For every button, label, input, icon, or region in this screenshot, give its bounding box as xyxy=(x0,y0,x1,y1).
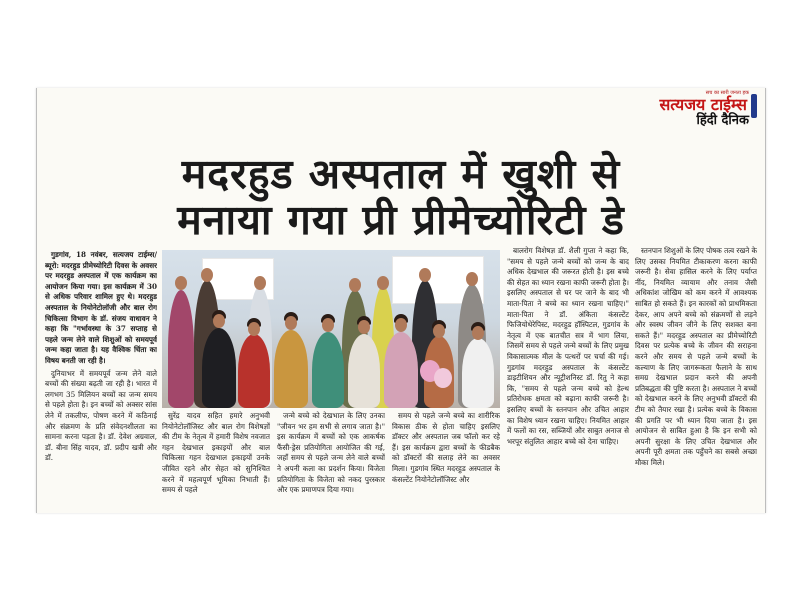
group-photo xyxy=(162,250,500,408)
person-head xyxy=(472,326,484,340)
person-head xyxy=(433,324,445,338)
person-head xyxy=(322,318,334,332)
person-head xyxy=(285,316,297,330)
article-paragraph: बालरोग विशेषज्ञ डॉ. शैली गुप्ता ने कहा कि, "समय से पहले जन्मे बच्चों को जन्म के बाद अधिक देखभाल की जरूरत होती है। इस बच्चे की सेहत का ध्यान रखना काफी जरूरी होता है। इसलिए अस्पताल से घर पर जाने के बाद भी माता-पिता ने बच्चे का ध्यान रखना चाहिए।" माता-पिता ने डॉ. अंकिता कंसल्टेंट फिजियोथेरेपिस्ट, मदरहुड हॉस्पिटल, गुडगांव के नेतृत्व में एक बातचीत सत्र में भाग लिया, जिसमें समय से पहले जन्मे बच्चों के लिए प्रमुख विकासात्मक मील के पत्थरों पर चर्चा की गई। गुडगांव मदरहुड अस्पताल के कंसल्टेंट डाइटीशियन और न्यूट्रीशनिस्ट डॉ. रितु ने कहा कि, "समय से पहले जन्म बच्चे को हेल्थ प्रतिरोधक क्षमता को बढ़ाना काफी जरूरी है। इसलिए बच्चों के स्तनपान और उचित आहार का विशेष ध्यान रखना चाहिए। नियमित आहार में फलों का रस, सब्जियों और साबुत अनाज से भरपूर संतुलित आहार बच्चे को देना चाहिए। xyxy=(507,246,629,446)
article-column-3 xyxy=(277,411,385,511)
person-head xyxy=(395,318,407,332)
article-paragraph: गुडगांव, 18 नवंबर, सत्यजय टाईम्स/ब्यूरो: मदरहुड प्रीमेच्योरिटी दिवस के अवसर पर मदरहुड अस्पताल में एक कार्यक्रम का आयोजन किया गया। इस कार्यक्रम में 30 से अधिक परिवार शामिल हुए थे। मदरहुड अस्पताल के नियोनेटोलॉजी और बाल रोग चिकित्सा विभाग के डॉ. संजय वाधावन ने कहा कि "गर्भावस्था के 37 सप्ताह से पहले जन्म लेने वाले शिशुओं को समयपूर्व जन्म कहा जाता है। यह वैश्विक चिंता का विषय बनती जा रही है। xyxy=(45,250,157,365)
person-head xyxy=(213,314,225,328)
masthead-edition: हिंदी दैनिक xyxy=(696,113,749,128)
person-head xyxy=(175,276,187,290)
newspaper-clipping xyxy=(36,88,766,513)
article-paragraph: दुनियाभर में समयपूर्व जन्म लेने वाले बच्चों की संख्या बढ़ती जा रही है। भारत में लगभग 35 मिलियन बच्चों का जन्म समय से पहले होता है। इन बच्चों को अक्सर सांस लेने में तकलीफ, पोषण करने में कठिनाई और संक्रमण के प्रति संवेदनशीलता का सामना करना पड़ता है। डॉ. देवेश अग्रवाल, डॉ. बीना सिंह यादव, डॉ. प्रदीप खत्री और डॉ. xyxy=(45,368,157,463)
person-head xyxy=(466,272,478,286)
article-paragraph: जन्मे बच्चे को देखभाल के लिए उनका "जीवन भर हम सभी से लगाव जाता है।" इस कार्यक्रम में बच्चों को एक आकर्षक फैंसी-ड्रेस प्रतियोगिता आयोजित की गई, जहाँ समय से पहले जन्म लेने वाले बच्चों ने अपनी कला का प्रदर्शन किया। विजेता प्रतियोगिता के विजेता को नकद पुरस्कार और एक प्रमाणपत्र दिया गया। xyxy=(277,411,385,495)
article-column-2 xyxy=(162,411,270,511)
torch-icon xyxy=(751,94,757,118)
person-head xyxy=(248,322,260,336)
article-paragraph: समय से पहले जन्मे बच्चे का शारीरिक विकास ठीक से होता चाहिए इसलिए डॉक्टर और अस्पताल जब फॉलो कर रहे हैं। इस कार्यक्रम द्वारा बच्चों के फीडबैक को डॉक्टरों की सलाह लेने का अवसर मिला। गुडगांव स्थित मदरहुड अस्पताल के कंसल्टेंट नियोनेटोलॉजिस्ट और xyxy=(392,411,500,484)
headline-line-1: मदरहुड अस्पताल में खुशी से xyxy=(181,150,621,198)
person xyxy=(312,332,344,408)
person-head xyxy=(358,320,370,334)
person xyxy=(202,328,236,408)
masthead-brand: सत्यजय टाईम्स xyxy=(659,95,747,114)
article-column-1 xyxy=(45,250,157,512)
person xyxy=(274,330,308,408)
person xyxy=(238,334,270,408)
headline-line-2: मनाया गया प्री प्रीमेच्योरिटी डे xyxy=(177,196,625,244)
person xyxy=(348,334,380,408)
person-head xyxy=(201,268,213,282)
person-head xyxy=(349,278,361,292)
person xyxy=(168,290,194,408)
person-head xyxy=(254,276,266,290)
article-paragraph: स्तनपान शिशुओं के लिए पोषक तत्व रखने के लिए उसका नियमित टीकाकरण करना काफी जरूरी है। सेवा हासिल करने के लिए पर्याप्त नींद, नियमित व्यायाम और तनाव जैसी अधिकांश जोखिम को कम करने में आवश्यक साबित हो सकते हैं। इन कारकों को प्राथमिकता देकर, आप अपने बच्चे को संक्रमणों से लड़ने और स्वस्थ जीवन जीने के लिए सशक्त बना सकते हैं।" मदरहुड अस्पताल का प्रीमेच्योरिटी दिवस पर प्रत्येक बच्चे के जीवन की सराहना करने और समय से पहले जन्मे बच्चों के कल्याण के लिए जागरूकता फैलाने के साथ समग्र देखभाल प्रदान करने की अपनी प्रतिबद्धता की पुष्टि करता है। अस्पताल ने बच्चों को देखभाल करने के लिए अनुभवी डॉक्टरों की टीम को तैयार रखा है। प्रत्येक बच्चे के विकास की प्रगति पर भी ध्यान दिया जाता है। इस आयोजन से साबित हुआ है कि इन सभी को अपनी सुरक्षा के लिए उचित देखभाल और अपनी पूरी क्षमता तक पहुँचने का सबसे अच्छा मौका मिले। xyxy=(635,246,757,467)
article-paragraph: सुरेंद्र यादव सहित हमारे अनुभवी नियोनेटोलॉजिस्ट और बाल रोग विशेषज्ञों की टीम के नेतृत्व में हमारी विशेष नवजात गहन देखभाल इकाइयों और बाल चिकित्सा गहन देखभाल इकाइयों उनके जीवित रहने और सेहत को सुनिश्चित करने में महत्वपूर्ण भूमिका निभाती हैं। समय से पहले xyxy=(162,411,270,495)
masthead-tagline: सच का सारी जनता हक xyxy=(705,90,749,96)
person-head xyxy=(419,268,431,282)
article-column-4 xyxy=(392,411,500,511)
article-column-5 xyxy=(507,246,629,512)
person-head xyxy=(377,276,389,290)
person xyxy=(462,338,494,408)
masthead-logo xyxy=(639,90,757,134)
balloon xyxy=(434,368,452,388)
article-column-6 xyxy=(635,246,757,512)
person xyxy=(384,332,418,408)
